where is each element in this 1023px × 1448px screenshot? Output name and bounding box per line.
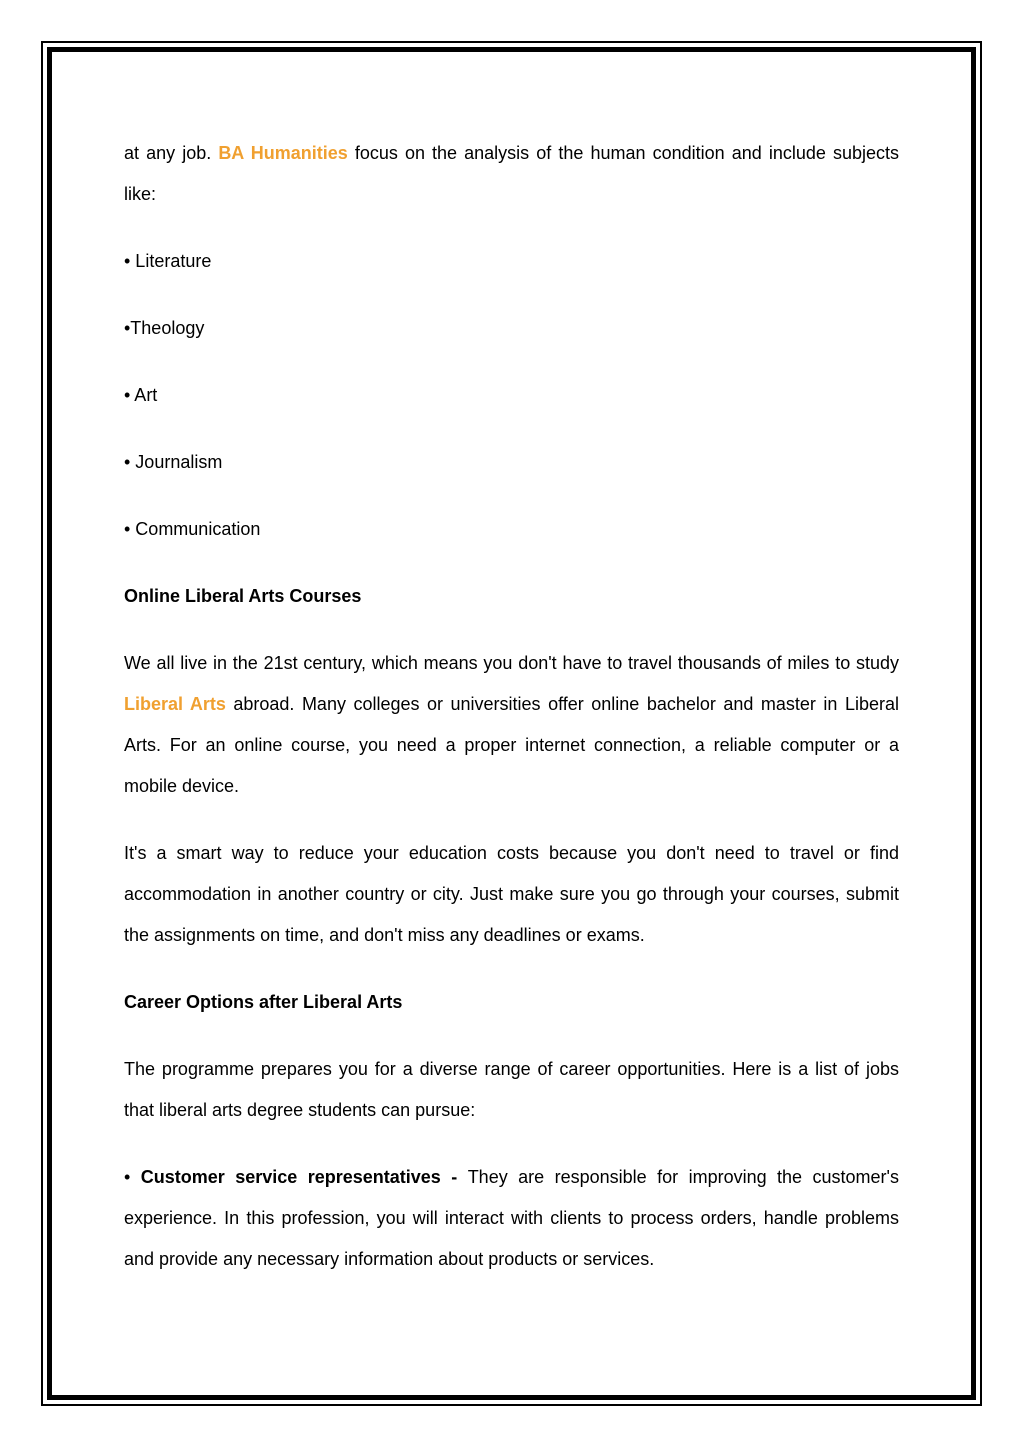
career-options-heading: Career Options after Liberal Arts: [124, 992, 403, 1012]
intro-text-after: focus on the analysis of the human condition and include subjects like:: [124, 143, 899, 204]
career-options-paragraph: The programme prepares you for a diverse range of career opportunities. Here is a list of jobs that liberal arts degree students can pursue:: [124, 1059, 899, 1120]
subject-item-communication: • Communication: [124, 519, 261, 539]
online-courses-paragraph-1: [124, 643, 899, 807]
career-item-bullet: •: [124, 1167, 141, 1187]
online-para1-after: abroad. Many colleges or universities offer online bachelor and master in Liberal Arts. For an online course, you need a proper internet connection, a reliable computer or a mobile device.: [124, 694, 899, 796]
online-para1-before: We all live in the 21st century, which means you don't have to travel thousands of miles to study: [124, 653, 899, 673]
ba-humanities-link[interactable]: BA Humanities: [218, 143, 348, 163]
online-courses-heading: Online Liberal Arts Courses: [124, 586, 362, 606]
career-item-title: Customer service representatives -: [140, 1167, 468, 1187]
intro-paragraph: [124, 133, 899, 215]
career-item-text: They are responsible for improving the customer's experience. In this profession, you will interact with clients to process orders, handle problems and provide any necessary information about products or services.: [124, 1167, 899, 1269]
subject-item-art: • Art: [124, 385, 158, 405]
subject-item-theology: •Theology: [124, 318, 205, 338]
subject-item-literature: • Literature: [124, 251, 212, 271]
online-courses-paragraph-2: It's a smart way to reduce your education costs because you don't need to travel or find accommodation in another country or city. Just make sure you go through your courses, submit the assignments on time, and don't miss any deadlines or exams.: [124, 843, 899, 945]
liberal-arts-link[interactable]: Liberal Arts: [124, 694, 226, 714]
subject-item-journalism: • Journalism: [124, 452, 223, 472]
career-item-customer-service: [124, 1157, 899, 1280]
intro-text-before: at any job.: [124, 143, 219, 163]
document-body: [124, 133, 899, 1280]
